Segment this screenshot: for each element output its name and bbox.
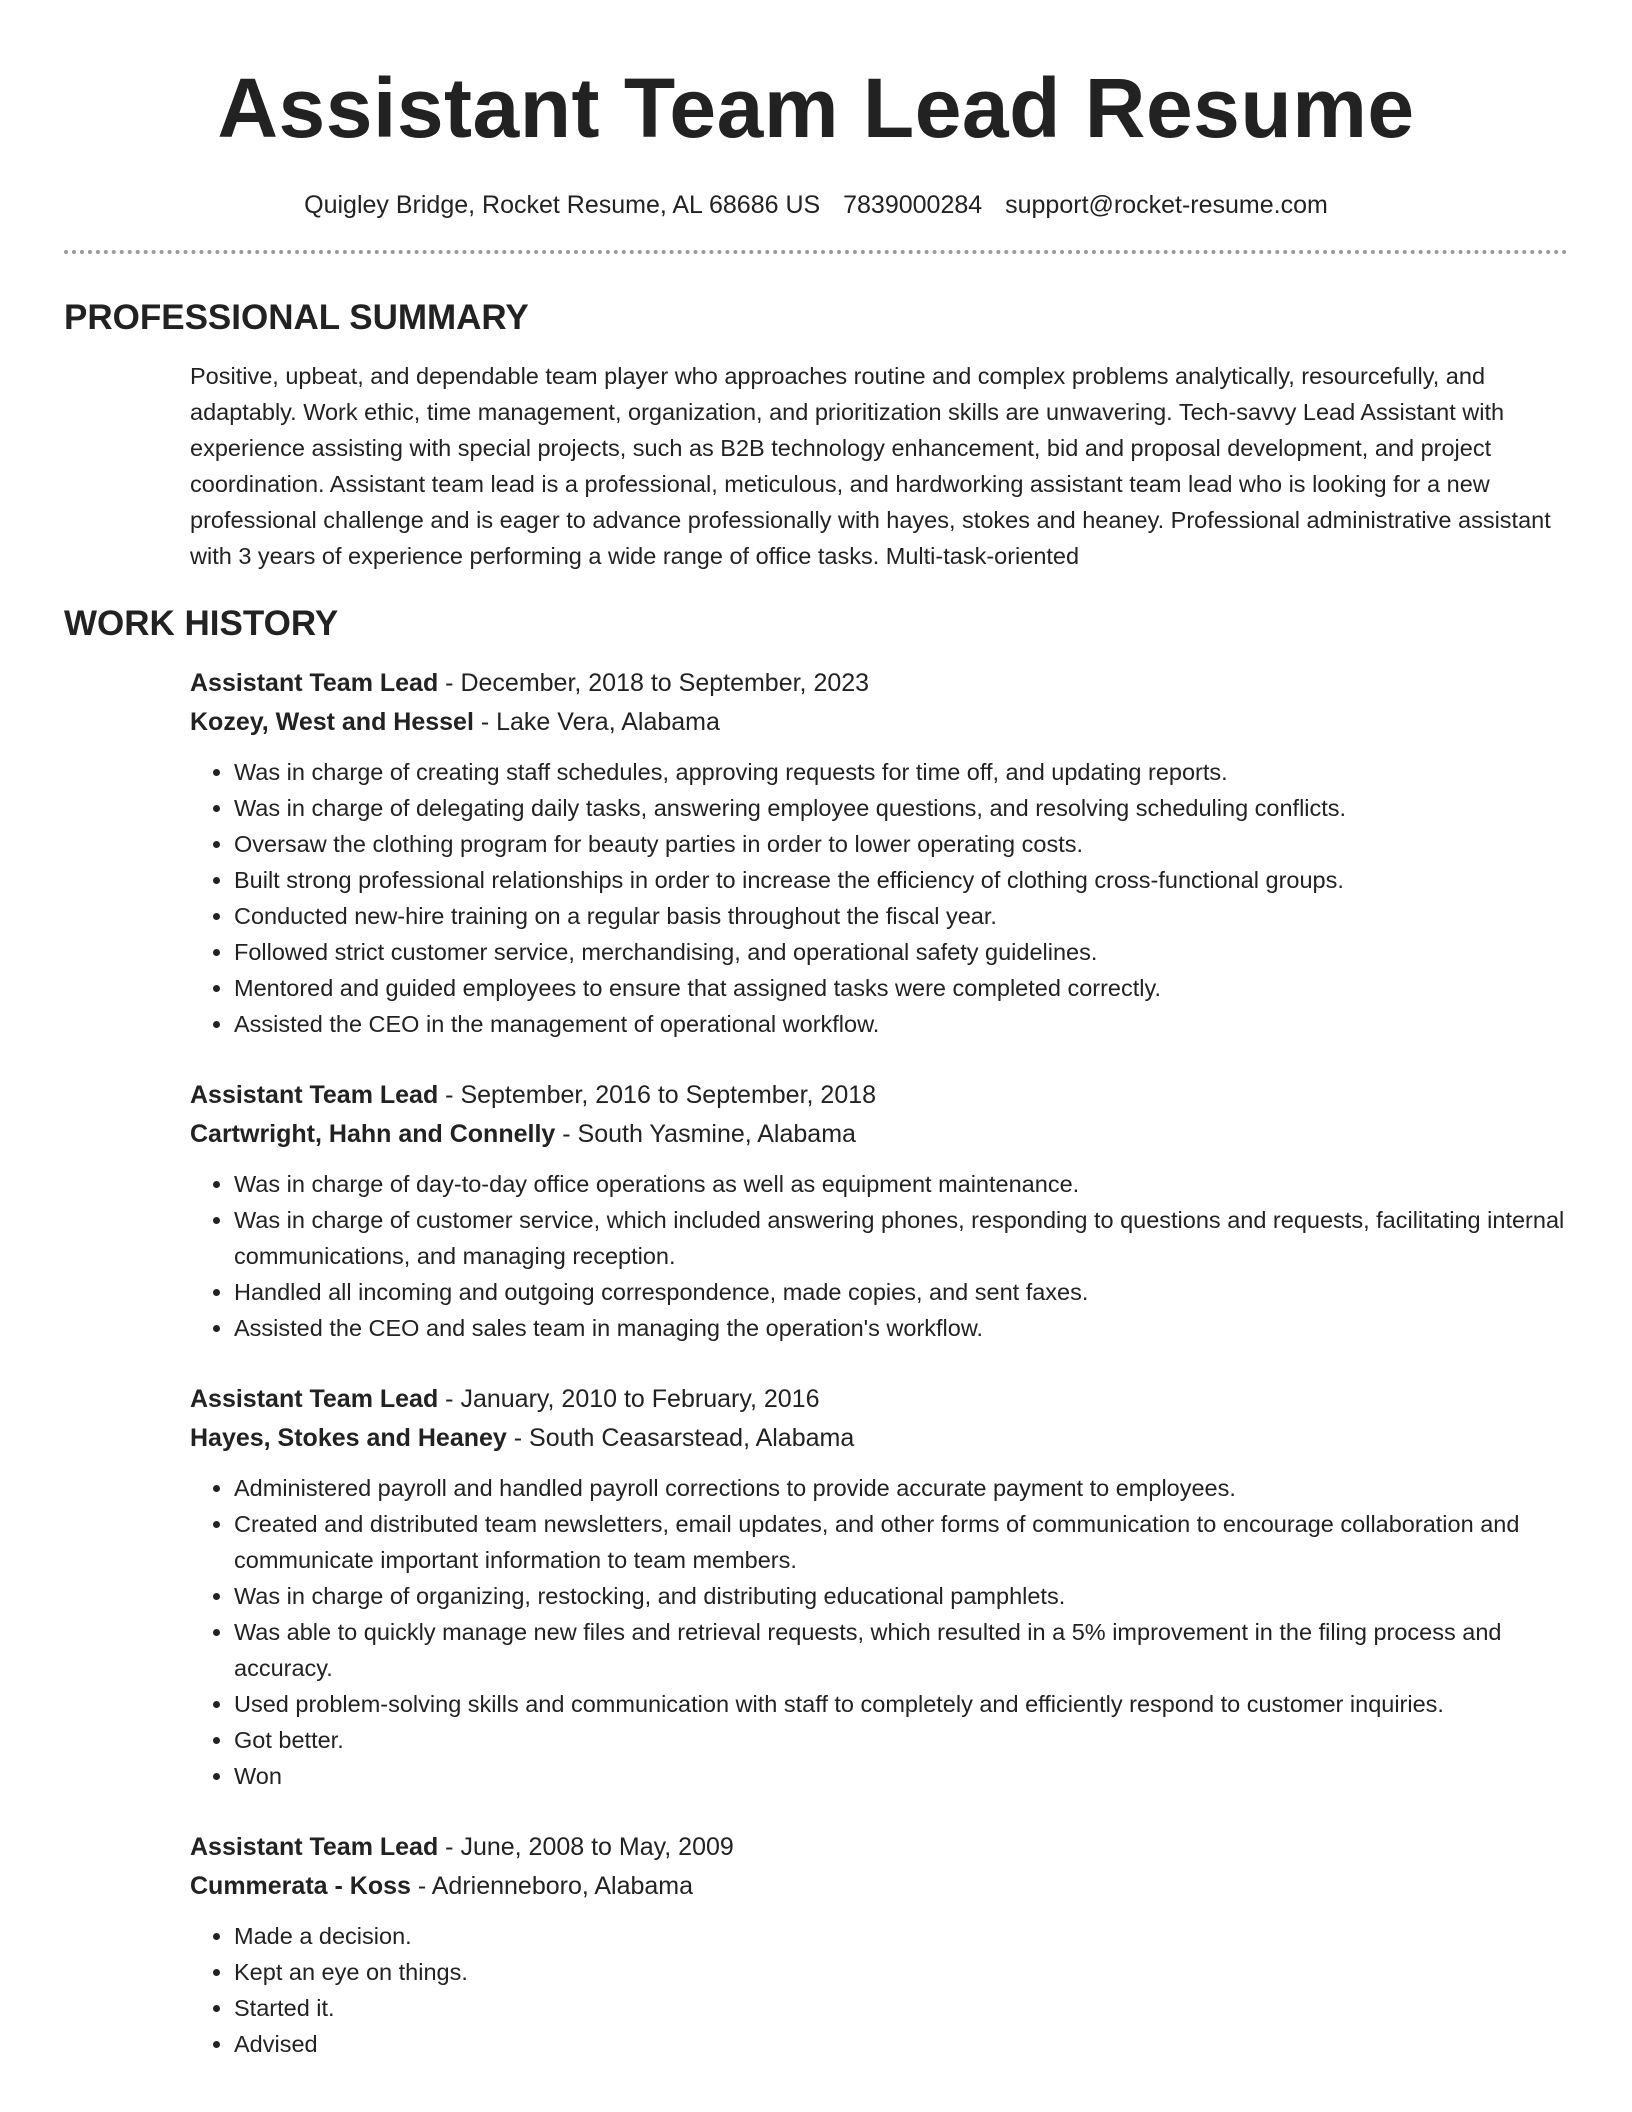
job-company: Cummerata - Koss bbox=[190, 1872, 411, 1900]
job-role: Assistant Team Lead bbox=[190, 1833, 439, 1861]
job-bullet: • Created and distributed team newsletters, email updates, and other forms of communication to encourage collaboration and communicate important information to team members. bbox=[234, 1506, 1568, 1578]
job-company: Cartwright, Hahn and Connelly bbox=[190, 1120, 556, 1148]
job-entry bbox=[190, 1380, 1568, 1794]
contact-email: support@rocket-resume.com bbox=[1005, 191, 1328, 219]
job-dates: - December, 2018 to September, 2023 bbox=[438, 669, 870, 697]
job-bullet: • Mentored and guided employees to ensure that assigned tasks were completed correctly. bbox=[234, 970, 1568, 1006]
job-bullet: • Used problem-solving skills and communication with staff to completely and efficiently respond to customer inquiries. bbox=[234, 1686, 1568, 1722]
job-bullet: • Oversaw the clothing program for beauty parties in order to lower operating costs. bbox=[234, 826, 1568, 862]
professional-summary-section bbox=[64, 296, 1568, 574]
job-location: - South Yasmine, Alabama bbox=[555, 1120, 856, 1148]
job-bullet: • Built strong professional relationships in order to increase the efficiency of clothing cross-functional groups. bbox=[234, 862, 1568, 898]
job-location: - South Ceasarstead, Alabama bbox=[506, 1424, 855, 1452]
contact-line bbox=[64, 188, 1568, 222]
job-bullet: • Handled all incoming and outgoing correspondence, made copies, and sent faxes. bbox=[234, 1274, 1568, 1310]
job-company-line bbox=[190, 1867, 1568, 1906]
job-dates: - September, 2016 to September, 2018 bbox=[438, 1081, 877, 1109]
job-bullet: • Made a decision. bbox=[234, 1918, 1568, 1954]
job-title-line bbox=[190, 664, 1568, 703]
job-company-line bbox=[190, 1419, 1568, 1458]
job-bullet: • Was in charge of day-to-day office operations as well as equipment maintenance. bbox=[234, 1166, 1568, 1202]
job-title-line bbox=[190, 1380, 1568, 1419]
job-bullet: • Advised bbox=[234, 2026, 1568, 2062]
job-company: Kozey, West and Hessel bbox=[190, 708, 474, 736]
job-entry bbox=[190, 664, 1568, 1042]
job-role: Assistant Team Lead bbox=[190, 1385, 439, 1413]
job-role: Assistant Team Lead bbox=[190, 1081, 439, 1109]
job-dates: - June, 2008 to May, 2009 bbox=[438, 1833, 734, 1861]
resume-header bbox=[64, 0, 1568, 222]
summary-text: Positive, upbeat, and dependable team player who approaches routine and complex problems analytically, resourcefully, and adaptably. Work ethic, time management, organization, and prioritization skills are unwavering. Tech-savvy Lead Assistant with experience assisting with special projects, such as B2B technology enhancement, bid and proposal development, and project coordination. Assistant team lead is a professional, meticulous, and hardworking assistant team lead who is looking for a new professional challenge and is eager to advance professionally with hayes, stokes and heaney. Professional administrative assistant with 3 years of experience performing a wide range of office tasks. Multi-task-oriented bbox=[190, 363, 1551, 569]
summary-heading: PROFESSIONAL SUMMARY bbox=[64, 298, 529, 337]
contact-address: Quigley Bridge, Rocket Resume, AL 68686 US bbox=[304, 191, 821, 219]
job-entry bbox=[190, 1076, 1568, 1346]
job-bullet: • Was in charge of customer service, which included answering phones, responding to questions and requests, facilitating internal communications, and managing reception. bbox=[234, 1202, 1568, 1274]
job-company-line bbox=[190, 703, 1568, 742]
job-title-line bbox=[190, 1828, 1568, 1867]
job-bullets bbox=[190, 1918, 1568, 2062]
job-bullet: • Was able to quickly manage new files and retrieval requests, which resulted in a 5% improvement in the filing process and accuracy. bbox=[234, 1614, 1568, 1686]
job-bullet: • Got better. bbox=[234, 1722, 1568, 1758]
job-bullet: • Was in charge of creating staff schedules, approving requests for time off, and updating reports. bbox=[234, 754, 1568, 790]
job-bullet: • Conducted new-hire training on a regular basis throughout the fiscal year. bbox=[234, 898, 1568, 934]
job-location: - Adrienneboro, Alabama bbox=[410, 1872, 694, 1900]
job-title-line bbox=[190, 1076, 1568, 1115]
job-dates: - January, 2010 to February, 2016 bbox=[438, 1385, 820, 1413]
job-bullet: • Was in charge of organizing, restocking, and distributing educational pamphlets. bbox=[234, 1578, 1568, 1614]
job-location: - Lake Vera, Alabama bbox=[473, 708, 720, 736]
work-history-section bbox=[64, 602, 1568, 2062]
job-bullet: • Won bbox=[234, 1758, 1568, 1794]
job-bullets bbox=[190, 1166, 1568, 1346]
job-list bbox=[190, 664, 1568, 2062]
job-bullet: • Administered payroll and handled payroll corrections to provide accurate payment to employees. bbox=[234, 1470, 1568, 1506]
resume-title: Assistant Team Lead Resume bbox=[217, 61, 1415, 155]
job-bullet: • Started it. bbox=[234, 1990, 1568, 2026]
work-history-heading: WORK HISTORY bbox=[64, 604, 339, 643]
job-company-line bbox=[190, 1115, 1568, 1154]
job-company: Hayes, Stokes and Heaney bbox=[190, 1424, 507, 1452]
job-bullet: • Assisted the CEO and sales team in managing the operation's workflow. bbox=[234, 1310, 1568, 1346]
job-bullet: • Followed strict customer service, merchandising, and operational safety guidelines. bbox=[234, 934, 1568, 970]
job-bullet: • Kept an eye on things. bbox=[234, 1954, 1568, 1990]
job-bullet: • Assisted the CEO in the management of operational workflow. bbox=[234, 1006, 1568, 1042]
job-bullets bbox=[190, 754, 1568, 1042]
header-divider bbox=[64, 250, 1568, 254]
contact-phone: 7839000284 bbox=[843, 191, 983, 219]
job-role: Assistant Team Lead bbox=[190, 669, 439, 697]
job-entry bbox=[190, 1828, 1568, 2062]
job-bullet: • Was in charge of delegating daily tasks, answering employee questions, and resolving scheduling conflicts. bbox=[234, 790, 1568, 826]
job-bullets bbox=[190, 1470, 1568, 1794]
